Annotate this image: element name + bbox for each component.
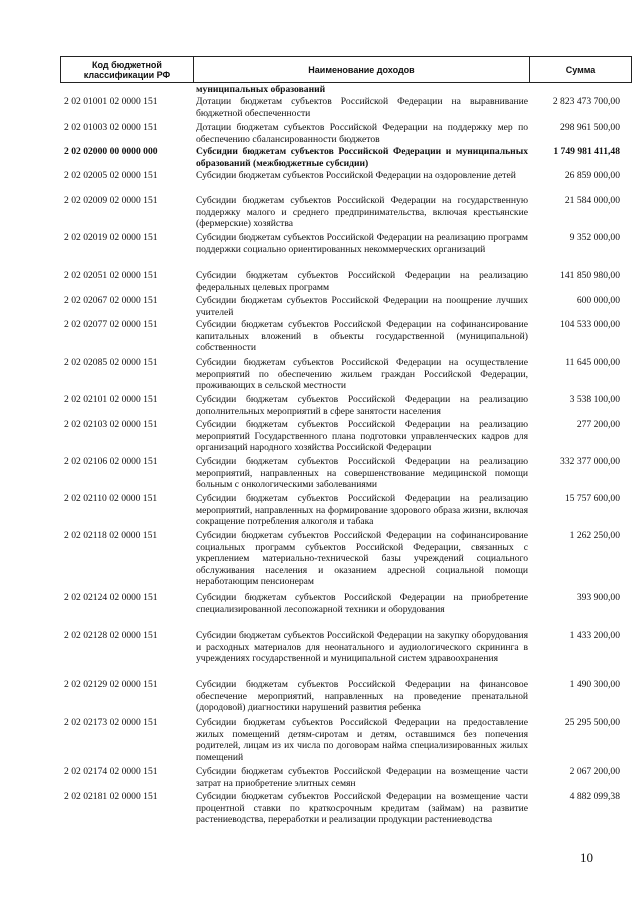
row-amount: 277 200,00 bbox=[576, 419, 620, 430]
row-name: Субсидии бюджетам субъектов Российской Федерации на предоставление жилых помещений детям-сиротам и детям, оставшимся без попечения родителей, лицам из их числа по договорам найма специализированных жилых помещений bbox=[196, 717, 528, 763]
row-amount: 2 067 200,00 bbox=[569, 766, 620, 777]
row-name: Субсидии бюджетам субъектов Российской Федерации на софинансирование капитальных вложений в объекты государственной (муниципальной) собственности bbox=[196, 319, 528, 354]
table-divider bbox=[60, 82, 632, 83]
row-name: Субсидии бюджетам субъектов Российской Федерации на реализацию мероприятий, направленных на совершенствование медицинской помощи больным с онкологическими заболеваниями bbox=[196, 456, 528, 491]
row-amount: 21 584 000,00 bbox=[564, 195, 620, 206]
page-number: 10 bbox=[580, 850, 593, 865]
row-amount: 2 823 473 700,00 bbox=[552, 96, 620, 107]
row-amount: 104 533 000,00 bbox=[560, 319, 620, 330]
row-name: Субсидии бюджетам субъектов Российской Федерации на финансовое обеспечение мероприятий, направленных на проведение пренатальной (дородовой) диагностики нарушений развития ребенка bbox=[196, 679, 528, 714]
row-amount: 1 433 200,00 bbox=[569, 630, 620, 641]
row-name: Субсидии бюджетам субъектов Российской Федерации на осуществление мероприятий по обеспечению жильем граждан Российской Федерации, проживающих в сельской местности bbox=[196, 357, 528, 392]
row-amount: 15 757 600,00 bbox=[564, 493, 620, 504]
row-code: 2 02 01001 02 0000 151 bbox=[64, 96, 158, 107]
row-code: 2 02 02077 02 0000 151 bbox=[64, 319, 158, 330]
header-sum: Сумма bbox=[565, 64, 596, 75]
row-name: муниципальных образований bbox=[196, 84, 326, 95]
row-name: Субсидии бюджетам субъектов Российской Федерации на приобретение специализированной лесопожарной техники и оборудования bbox=[196, 592, 528, 615]
row-code: 2 02 02019 02 0000 151 bbox=[64, 232, 158, 243]
row-code: 2 02 02106 02 0000 151 bbox=[64, 456, 158, 467]
row-amount: 4 882 099,38 bbox=[569, 791, 620, 802]
row-amount: 332 377 000,00 bbox=[560, 456, 620, 467]
row-code: 2 02 02110 02 0000 151 bbox=[64, 493, 158, 504]
row-code: 2 02 02124 02 0000 151 bbox=[64, 592, 158, 603]
row-code: 2 02 01003 02 0000 151 bbox=[64, 122, 158, 133]
row-code: 2 02 02103 02 0000 151 bbox=[64, 419, 158, 430]
row-code: 2 02 02000 00 0000 000 bbox=[64, 146, 158, 157]
row-name: Субсидии бюджетам субъектов Российской Федерации на поощрение лучших учителей bbox=[196, 295, 528, 318]
row-name: Дотации бюджетам субъектов Российской Федерации на выравнивание бюджетной обеспеченности bbox=[196, 96, 528, 119]
row-amount: 9 352 000,00 bbox=[569, 232, 620, 243]
row-name: Субсидии бюджетам субъектов Российской Федерации на государственную поддержку малого и среднего предпринимательства, включая крестьянские (фермерские) хозяйства bbox=[196, 195, 528, 230]
row-code: 2 02 02005 02 0000 151 bbox=[64, 170, 158, 181]
row-name: Субсидии бюджетам субъектов Российской Федерации и муниципальных образований (межбюджетные субсидии) bbox=[196, 146, 528, 169]
row-name: Субсидии бюджетам субъектов Российской Федерации на возмещение части процентной ставки по краткосрочным кредитам (займам) на развитие растениеводства, переработки и реализации продукции растениеводства bbox=[196, 791, 528, 826]
row-amount: 25 295 500,00 bbox=[564, 717, 620, 728]
row-amount: 11 645 000,00 bbox=[565, 357, 620, 368]
row-amount: 3 538 100,00 bbox=[569, 394, 620, 405]
row-code: 2 02 02118 02 0000 151 bbox=[64, 530, 158, 541]
row-name: Субсидии бюджетам субъектов Российской Федерации на оздоровление детей bbox=[196, 170, 516, 181]
row-name: Субсидии бюджетам субъектов Российской Федерации на реализацию программ поддержки социально ориентированных некоммерческих организаций bbox=[196, 232, 528, 255]
row-code: 2 02 02128 02 0000 151 bbox=[64, 630, 158, 641]
header-code: Код бюджетной классификации РФ bbox=[61, 57, 194, 82]
row-name: Субсидии бюджетам субъектов Российской Федерации на реализацию мероприятий, направленных на формирование здорового образа жизни, включая сокращение потребления алкоголя и табака bbox=[196, 493, 528, 528]
row-code: 2 02 02009 02 0000 151 bbox=[64, 195, 158, 206]
row-name: Субсидии бюджетам субъектов Российской Федерации на закупку оборудования и расходных материалов для неонатального и аудиологического скрининга в учреждениях государственной и муниципальной систем здравоохранения bbox=[196, 630, 528, 665]
row-code: 2 02 02101 02 0000 151 bbox=[64, 394, 158, 405]
row-code: 2 02 02129 02 0000 151 bbox=[64, 679, 158, 690]
row-code: 2 02 02085 02 0000 151 bbox=[64, 357, 158, 368]
row-name: Субсидии бюджетам субъектов Российской Федерации на реализацию мероприятий Государственного плана подготовки управленческих кадров для организаций народного хозяйства Российской Федерации bbox=[196, 419, 528, 454]
row-amount: 393 900,00 bbox=[576, 592, 620, 603]
row-name: Субсидии бюджетам субъектов Российской Федерации на софинансирование социальных программ субъектов Российской Федерации, связанных с укреплением материально-технической базы учреждений социального обслуживания населения и оказанием адресной социальной помощи неработающим пенсионерам bbox=[196, 530, 528, 588]
row-amount: 298 961 500,00 bbox=[560, 122, 620, 133]
row-amount: 600 000,00 bbox=[576, 295, 620, 306]
table-header bbox=[60, 56, 632, 83]
row-name: Субсидии бюджетам субъектов Российской Федерации на реализацию федеральных целевых программ bbox=[196, 270, 528, 293]
row-code: 2 02 02051 02 0000 151 bbox=[64, 270, 158, 281]
row-name: Дотации бюджетам субъектов Российской Федерации на поддержку мер по обеспечению сбалансированности бюджетов bbox=[196, 122, 528, 145]
row-amount: 141 850 980,00 bbox=[560, 270, 620, 281]
header-name: Наименование доходов bbox=[194, 57, 530, 82]
row-code: 2 02 02067 02 0000 151 bbox=[64, 295, 158, 306]
row-amount: 1 262 250,00 bbox=[569, 530, 620, 541]
row-code: 2 02 02174 02 0000 151 bbox=[64, 766, 158, 777]
row-amount: 1 490 300,00 bbox=[569, 679, 620, 690]
row-code: 2 02 02173 02 0000 151 bbox=[64, 717, 158, 728]
row-code: 2 02 02181 02 0000 151 bbox=[64, 791, 158, 802]
row-name: Субсидии бюджетам субъектов Российской Федерации на реализацию дополнительных мероприятий в сфере занятости населения bbox=[196, 394, 528, 417]
row-amount: 26 859 000,00 bbox=[564, 170, 620, 181]
row-amount: 1 749 981 411,48 bbox=[553, 146, 620, 157]
row-name: Субсидии бюджетам субъектов Российской Федерации на возмещение части затрат на приобретение элитных семян bbox=[196, 766, 528, 789]
